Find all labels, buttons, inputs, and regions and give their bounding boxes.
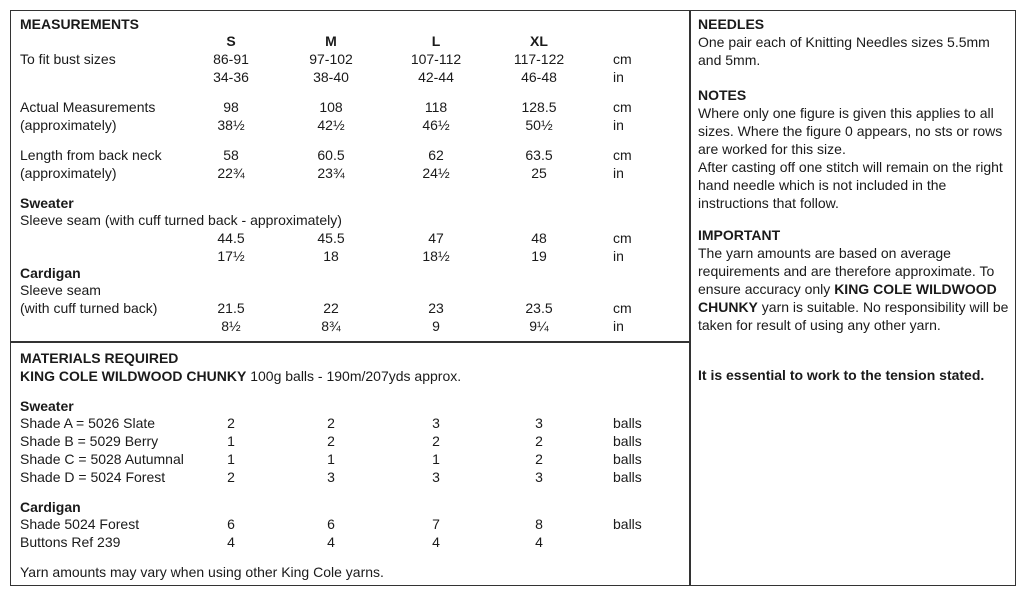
tension-note: It is essential to work to the tension stated. — [698, 367, 985, 383]
cardigan-item-qty-m: 4 — [327, 534, 335, 550]
notes-heading: NOTES — [698, 87, 747, 103]
actual-in-xl: 50½ — [525, 117, 553, 133]
important-text-part2: yarn is suitable. No responsibility will be taken for result of using any other yarn. — [698, 299, 1009, 333]
length-cm-s: 58 — [223, 147, 239, 163]
notes-paragraph-1: Where only one figure is given this applies to all sizes. Where the figure 0 appears, no sts or rows are worked for this size. — [698, 105, 1003, 157]
sweater-shade-balls-s: 1 — [227, 433, 235, 449]
important-text-part1: The yarn amounts are based on average requirements and are therefore approximate. To ensure accuracy only — [698, 245, 995, 297]
sweater-shade-balls-s: 1 — [227, 451, 235, 467]
size-header-xl: XL — [530, 33, 548, 49]
important-section — [698, 226, 1013, 334]
bust-in-s: 34-36 — [213, 69, 249, 85]
size-header-m: M — [325, 33, 337, 49]
sweater-sleeve-in-l: 18½ — [422, 248, 450, 264]
sweater-shade-balls-l: 2 — [432, 433, 440, 449]
bust-in-m: 38-40 — [313, 69, 349, 85]
cardigan-sleeve-in-m: 8¾ — [321, 318, 341, 334]
cardigan-item-label: Buttons Ref 239 — [20, 534, 121, 550]
bust-in-l: 42-44 — [418, 69, 454, 85]
yarn-name: KING COLE WILDWOOD CHUNKY — [20, 368, 247, 384]
length-cm-xl: 63.5 — [525, 147, 553, 163]
cardigan-sleeve-cm-xl: 23.5 — [525, 300, 553, 316]
sweater-shade-balls-m: 2 — [327, 433, 335, 449]
needles-text: One pair each of Knitting Needles sizes 5.5mm and 5mm. — [698, 34, 990, 68]
length-unit-in: in — [613, 165, 624, 181]
length-in-l: 24½ — [422, 165, 450, 181]
sweater-unit-balls: balls — [613, 451, 642, 467]
length-in-m: 23¾ — [317, 165, 345, 181]
materials-sweater-heading: Sweater — [20, 398, 74, 414]
cardigan-sleeve-cm-m: 22 — [323, 300, 339, 316]
length-cm-l: 62 — [428, 147, 444, 163]
section-divider — [10, 341, 690, 343]
sweater-shade-label: Shade A = 5026 Slate — [20, 415, 156, 431]
notes-section — [698, 86, 1013, 212]
sweater-unit-balls: balls — [613, 433, 642, 449]
actual-in-s: 38½ — [217, 117, 245, 133]
actual-cm-s: 98 — [223, 99, 239, 115]
materials-cardigan-heading: Cardigan — [20, 499, 81, 515]
sweater-shade-balls-s: 2 — [227, 415, 235, 431]
cardigan-sleeve-in-s: 8½ — [221, 318, 241, 334]
actual-in-l: 46½ — [422, 117, 450, 133]
cardigan-item-qty-s: 6 — [227, 516, 235, 532]
length-in-s: 22¾ — [217, 165, 245, 181]
cardigan-item-qty-l: 4 — [432, 534, 440, 550]
length-approx-label: (approximately) — [20, 165, 117, 181]
sweater-shade-balls-xl: 3 — [535, 415, 543, 431]
sweater-shade-balls-xl: 3 — [535, 469, 543, 485]
cardigan-item-qty-xl: 8 — [535, 516, 543, 532]
actual-unit-cm: cm — [613, 99, 632, 115]
length-in-xl: 25 — [531, 165, 547, 181]
size-header-s: S — [226, 33, 236, 49]
cardigan-item-qty-m: 6 — [327, 516, 335, 532]
length-label: Length from back neck — [20, 147, 162, 163]
important-heading: IMPORTANT — [698, 227, 781, 243]
bust-label: To fit bust sizes — [20, 51, 116, 67]
cardigan-sleeve-in-l: 9 — [432, 318, 440, 334]
actual-cm-l: 118 — [424, 99, 448, 115]
actual-unit-in: in — [613, 117, 624, 133]
sweater-shade-label: Shade D = 5024 Forest — [20, 469, 166, 485]
sweater-shade-balls-l: 3 — [432, 415, 440, 431]
sweater-unit-balls: balls — [613, 415, 642, 431]
sweater-shade-balls-s: 2 — [227, 469, 235, 485]
yarn-details: 100g balls - 190m/207yds approx. — [246, 368, 462, 384]
sweater-sleeve-in-xl: 19 — [531, 248, 547, 264]
sweater-sleeve-cm-s: 44.5 — [217, 230, 245, 246]
bust-unit-cm: cm — [613, 51, 632, 67]
cardigan-cuff-label: (with cuff turned back) — [20, 300, 158, 316]
cardigan-sleeve-label: Sleeve seam — [20, 282, 101, 298]
cardigan-unit-in: in — [613, 318, 624, 334]
actual-cm-m: 108 — [319, 99, 343, 115]
sweater-unit-in: in — [613, 248, 624, 264]
sweater-heading: Sweater — [20, 195, 74, 211]
cardigan-item-qty-s: 4 — [227, 534, 235, 550]
sweater-sleeve-in-m: 18 — [323, 248, 339, 264]
important-text — [698, 244, 1013, 334]
sweater-shade-balls-l: 1 — [432, 451, 440, 467]
sweater-shade-balls-xl: 2 — [535, 451, 543, 467]
sweater-unit-cm: cm — [613, 230, 632, 246]
sweater-sleeve-cm-m: 45.5 — [317, 230, 345, 246]
column-divider — [689, 10, 691, 586]
cardigan-sleeve-cm-s: 21.5 — [217, 300, 245, 316]
sweater-shade-label: Shade C = 5028 Autumnal — [20, 451, 184, 467]
cardigan-item-label: Shade 5024 Forest — [20, 516, 140, 532]
actual-label: Actual Measurements — [20, 99, 156, 115]
bust-cm-xl: 117-122 — [513, 51, 565, 67]
actual-in-m: 42½ — [317, 117, 345, 133]
cardigan-heading: Cardigan — [20, 265, 81, 281]
sweater-shade-balls-xl: 2 — [535, 433, 543, 449]
length-unit-cm: cm — [613, 147, 632, 163]
sweater-shade-balls-m: 3 — [327, 469, 335, 485]
cardigan-item-qty-xl: 4 — [535, 534, 543, 550]
bust-cm-l: 107-112 — [410, 51, 462, 67]
yarn-line — [20, 367, 461, 385]
cardigan-unit-balls: balls — [613, 516, 642, 532]
important-yarn-name: KING COLE WILDWOOD CHUNKY — [698, 281, 997, 315]
bust-in-xl: 46-48 — [521, 69, 557, 85]
sweater-sleeve-label: Sleeve seam (with cuff turned back - approximately) — [20, 212, 342, 228]
size-header-l: L — [431, 33, 441, 49]
sweater-sleeve-in-s: 17½ — [217, 248, 245, 264]
sweater-sleeve-cm-xl: 48 — [531, 230, 547, 246]
bust-unit-in: in — [613, 69, 624, 85]
sweater-sleeve-cm-l: 47 — [428, 230, 444, 246]
cardigan-sleeve-in-xl: 9¼ — [529, 318, 549, 334]
measurements-heading: MEASUREMENTS — [20, 16, 140, 32]
needles-section — [698, 15, 1013, 69]
actual-approx-label: (approximately) — [20, 117, 117, 133]
length-cm-m: 60.5 — [317, 147, 345, 163]
yarn-footnote: Yarn amounts may vary when using other King Cole yarns. — [20, 564, 384, 580]
needles-heading: NEEDLES — [698, 16, 765, 32]
bust-cm-m: 97-102 — [309, 51, 353, 67]
cardigan-sleeve-cm-l: 23 — [428, 300, 444, 316]
sweater-shade-balls-m: 2 — [327, 415, 335, 431]
sweater-shade-label: Shade B = 5029 Berry — [20, 433, 159, 449]
bust-cm-s: 86-91 — [213, 51, 249, 67]
materials-heading: MATERIALS REQUIRED — [20, 350, 179, 366]
cardigan-item-qty-l: 7 — [432, 516, 440, 532]
sweater-shade-balls-l: 3 — [432, 469, 440, 485]
notes-paragraph-2: After casting off one stitch will remain on the right hand needle which is not included in the instructions that follow. — [698, 159, 1003, 211]
actual-cm-xl: 128.5 — [521, 99, 557, 115]
cardigan-unit-cm: cm — [613, 300, 632, 316]
sweater-unit-balls: balls — [613, 469, 642, 485]
sweater-shade-balls-m: 1 — [327, 451, 335, 467]
